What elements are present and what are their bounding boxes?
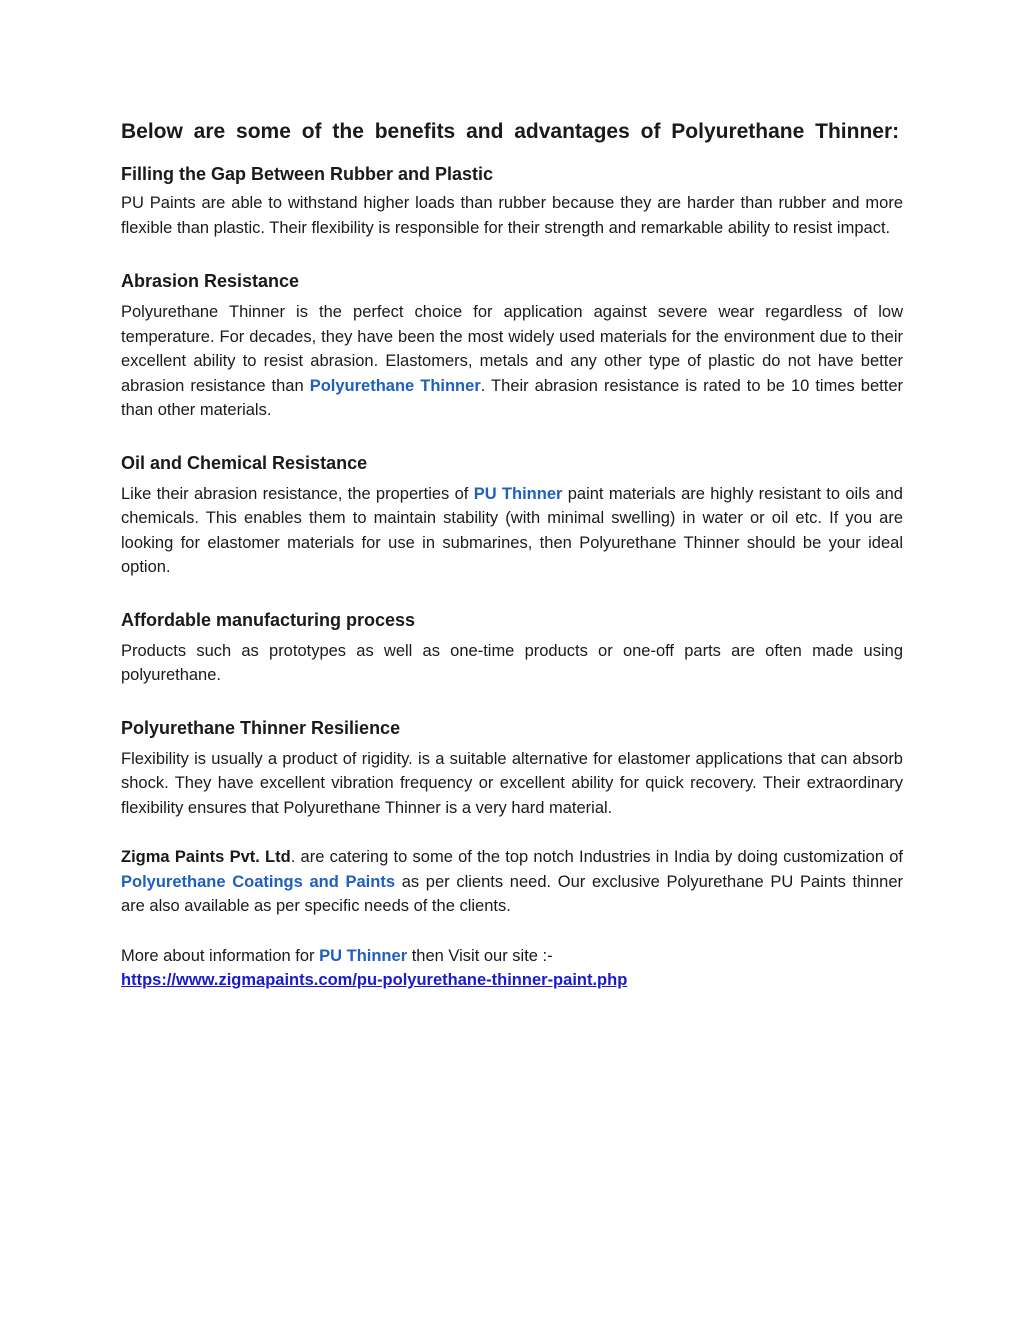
section-heading-abrasion: Abrasion Resistance bbox=[121, 271, 300, 291]
more-info-paragraph bbox=[121, 944, 903, 993]
company-text-after: as per clients need. Our exclusive Polyurethane PU Paints thinner are also available as per specific needs of the clients. bbox=[121, 872, 903, 915]
page-title: Below are some of the benefits and advantages of Polyurethane Thinner: bbox=[121, 120, 900, 143]
section-body-rubber-plastic: PU Paints are able to withstand higher loads than rubber because they are harder than rubber and more flexible than plastic. Their flexibility is responsible for their strength and remarkable ability to resist impact. bbox=[121, 194, 903, 237]
section-heading-rubber-plastic: Filling the Gap Between Rubber and Plastic bbox=[121, 164, 494, 184]
pu-thinner-link[interactable]: PU Thinner bbox=[473, 484, 563, 503]
company-text-before: . are catering to some of the top notch Industries in India by doing customization of bbox=[290, 848, 903, 866]
polyurethane-coatings-link[interactable]: Polyurethane Coatings and Paints bbox=[121, 872, 396, 891]
company-name: Zigma Paints Pvt. Ltd bbox=[121, 848, 291, 866]
company-paragraph bbox=[121, 845, 903, 919]
document-page bbox=[121, 116, 903, 993]
more-info-text-after: then Visit our site :- bbox=[407, 946, 553, 965]
abrasion-text-after: . Their abrasion resistance is rated to be 10 times better than other materials. bbox=[121, 376, 903, 419]
polyurethane-thinner-link[interactable]: Polyurethane Thinner bbox=[309, 376, 481, 395]
oil-text-before: Like their abrasion resistance, the properties of bbox=[121, 484, 474, 503]
section-heading-resilience: Polyurethane Thinner Resilience bbox=[121, 717, 401, 738]
section-heading-manufacturing: Affordable manufacturing process bbox=[121, 609, 416, 630]
section-body-oil-chemical bbox=[121, 482, 903, 580]
abrasion-text-before: Polyurethane Thinner is the perfect choice for application against severe wear regardless of low temperature. For decades, they have been the most widely used materials for the environment due to their excellent ability to resist abrasion. Elastomers, metals and any other type of plastic do not have better abrasion resistance than bbox=[121, 303, 903, 395]
section-body-resilience: Flexibility is usually a product of rigidity. is a suitable alternative for elastomer applications that can absorb shock. They have excellent vibration frequency or excellent ability for quick recovery. Their extraordinary flexibility ensures that Polyurethane Thinner is a very hard material. bbox=[121, 749, 903, 817]
oil-text-after: paint materials are highly resistant to oils and chemicals. This enables them to maintain stability (with minimal swelling) in water or oil etc. If you are looking for elastomer materials for use in submarines, then Polyurethane Thinner should be your ideal option. bbox=[121, 484, 903, 576]
site-url-link[interactable]: https://www.zigmapaints.com/pu-polyurethane-thinner-paint.php bbox=[121, 971, 628, 989]
section-heading-oil-chemical: Oil and Chemical Resistance bbox=[121, 452, 368, 473]
section-body-abrasion bbox=[121, 300, 903, 423]
section-body-manufacturing: Products such as prototypes as well as one-time products or one-off parts are often made using polyurethane. bbox=[121, 641, 903, 684]
more-info-pu-thinner-link[interactable]: PU Thinner bbox=[319, 946, 408, 965]
more-info-text-before: More about information for bbox=[121, 946, 320, 965]
